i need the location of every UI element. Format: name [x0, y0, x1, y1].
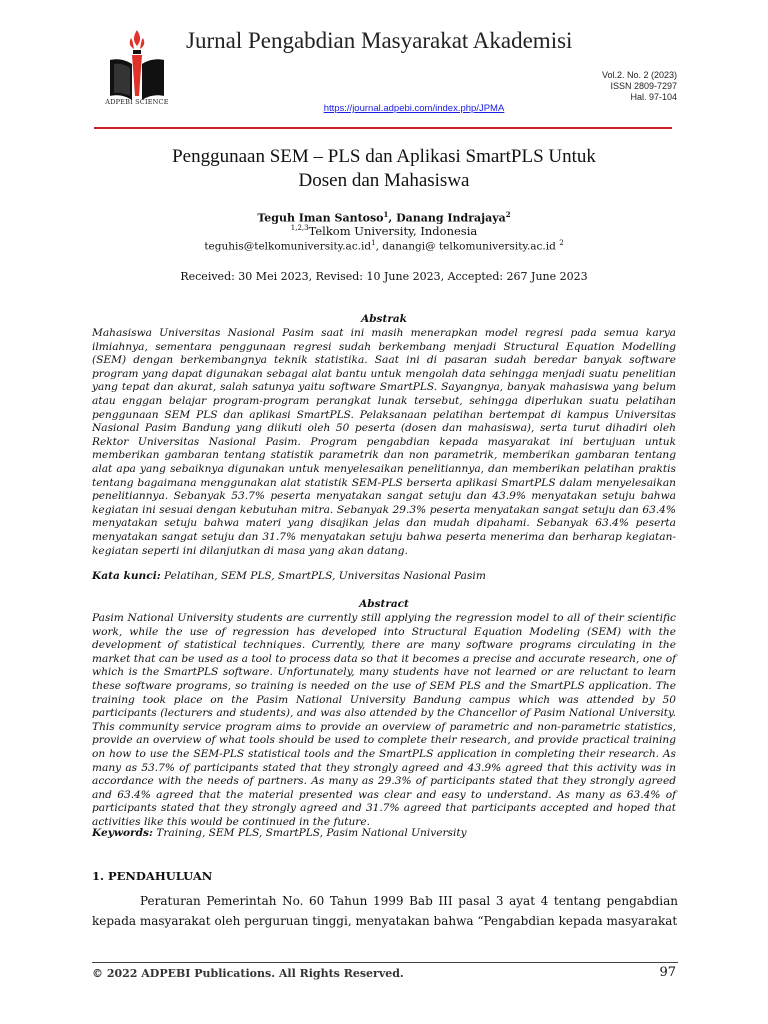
paper-title-line: Penggunaan SEM – PLS dan Aplikasi SmartPLS Untuk	[172, 146, 596, 167]
email-sup: 2	[559, 239, 564, 247]
abstrak-body: Mahasiswa Universitas Nasional Pasim saat ini masih menerapkan model regresi pada semua karya ilmiahnya, sementara penggunaan regresi sudah berkembang menjadi Structural Equation Modelling (SEM) dengan berkembangnya teknik statistika. Saat ini di pasaran sudah beredar banyak software program yang dapat digunakan sebagai alat bantu untuk mengolah data sehingga menjadi suatu penelitian yang tepat dan akurat, salah satunya yaitu software SmartPLS. Sayangnya, banyak mahasiswa yang belum atau enggan belajar program-program perangkat lunak tersebut, sehingga diperlukan suatu pelatihan penggunaan SEM PLS dan aplikasi SmartPLS. Pelaksanaan pelatihan bertempat di kampus Universitas Nasional Pasim Bandung yang diikuti oleh 50 peserta (dosen dan mahasiswa), serta turut dihadiri oleh Rektor Universitas Nasional Pasim. Program pengabdian kepada masyarakat ini bertujuan untuk memberikan gambaran tentang statistik parametrik dan non parametrik, memberikan gambaran tentang alat apa yang sebaiknya digunakan untuk menyelesaikan penelitiannya, dan memberikan pelatihan praktis tentang bagaimana menggunakan alat statistik SEM-PLS berserta aplikasi SmartPLS dalam menyelesaikan penelitiannya. Sebanyak 53.7% peserta menyatakan sangat setuju dan 43.9% menyatakan setuju bahwa kegiatan ini sesuai dengan kebutuhan mitra. Sebanyak 29.3% peserta menyatakan sangat setuju dan 63.4% menyatakan setuju bahwa materi yang disajikan jelas dan mudah dipahami. Sebanyak 63.4% peserta menyatakan sangat setuju dan 31.7% menyatakan setuju bahwa peserta menerima dan berharap kegiatan-kegiatan seperti ini dilanjutkan di masa yang akan datang.	[92, 327, 676, 557]
body-paragraph: Peraturan Pemerintah No. 60 Tahun 1999 Bab III pasal 3 ayat 4 tentang pengabdian kepada masyarakat oleh perguruan tinggi, menyatakan bahwa “Pengabdian kepada masyarakat	[92, 894, 678, 928]
journal-url-link[interactable]: https://journal.adpebi.com/index.php/JPMA	[323, 103, 505, 114]
affiliation-sup: 1,2,3	[290, 224, 309, 233]
paper-title-line: Dosen dan Mahasiswa	[298, 170, 470, 191]
issn-text: ISSN 2809-7297	[610, 81, 677, 91]
keywords-label: Keywords:	[92, 827, 153, 839]
kata-kunci-text: Pelatihan, SEM PLS, SmartPLS, Universitas Nasional Pasim	[160, 570, 486, 582]
author-sup: 2	[505, 210, 511, 219]
kata-kunci-label: Kata kunci:	[92, 570, 161, 582]
page-number: 97	[659, 965, 676, 980]
abstrak-heading: Abstrak	[361, 313, 407, 325]
email-text: danangi@ telkomuniversity.ac.id	[382, 240, 556, 253]
affiliation	[94, 224, 674, 238]
kata-kunci	[92, 570, 676, 584]
footer-copyright: © 2022 ADPEBI Publications. All Rights Reserved.	[92, 967, 404, 980]
pages-text: Hal. 97-104	[630, 92, 677, 102]
author-emails	[94, 239, 674, 253]
email-sup: 1	[371, 239, 376, 247]
email-text: teguhis@telkomuniversity.ac.id	[204, 240, 372, 253]
affiliation-text: Telkom University, Indonesia	[308, 224, 478, 238]
author-separator: ,	[388, 211, 397, 225]
adpebi-logo-icon	[104, 28, 170, 108]
section-heading: 1. PENDAHULUAN	[92, 869, 213, 883]
paper-title	[94, 145, 674, 193]
author-list	[94, 210, 674, 225]
journal-header	[0, 0, 768, 132]
abstract-body: Pasim National University students are currently still applying the regression model to all of their scientific work, while the use of regression has developed into Structural Equation Modeling (SEM) with the development of statistical techniques. Currently, there are many software programs circulating in the market that can be used as a tool to process data so that it becomes a precise and accurate research, one of which is the SmartPLS software. Unfortunately, many students have not learned or are reluctant to learn these software programs, so training is needed on the use of SEM PLS and the SmartPLS application. The training took place on the Pasim National University Bandung campus which was attended by 50 participants (lecturers and students), and was also attended by the Chancellor of Pasim National University. This community service program aims to provide an overview of parametric and non-parametric statistics, provide an overview of what tools should be used to complete their research, and provide practical training on how to use the SEM-PLS statistical tools and the SmartPLS application in completing their research. As many as 53.7% of participants stated that they strongly agreed and 43.9% agreed that this activity was in accordance with the needs of partners. As many as 29.3% of participants stated that they strongly agreed and 63.4% agreed that the material presented was clear and easy to understand. As many as 63.4% of participants stated that they strongly agreed and 31.7% agreed that participants accepted and hoped that activities like this would be continued in the future.	[92, 612, 676, 828]
footer-divider	[92, 962, 678, 963]
issue-meta	[602, 70, 677, 103]
logo-caption: ADPEBI SCIENCE	[105, 98, 169, 106]
submission-dates: Received: 30 Mei 2023, Revised: 10 June 2023, Accepted: 267 June 2023	[180, 270, 588, 283]
keywords	[92, 827, 676, 841]
email-separator: ,	[375, 240, 383, 253]
volume-text: Vol.2. No. 2 (2023)	[601, 70, 677, 80]
abstract-heading: Abstract	[359, 598, 409, 610]
journal-url-row	[0, 103, 768, 114]
author-name: Danang Indrajaya	[396, 211, 506, 225]
author-name: Teguh Iman Santoso	[257, 211, 384, 225]
journal-title: Jurnal Pengabdian Masyarakat Akademisi	[186, 28, 573, 53]
author-sup: 1	[383, 210, 389, 219]
keywords-text: Training, SEM PLS, SmartPLS, Pasim National University	[152, 827, 467, 839]
header-divider	[94, 127, 672, 129]
